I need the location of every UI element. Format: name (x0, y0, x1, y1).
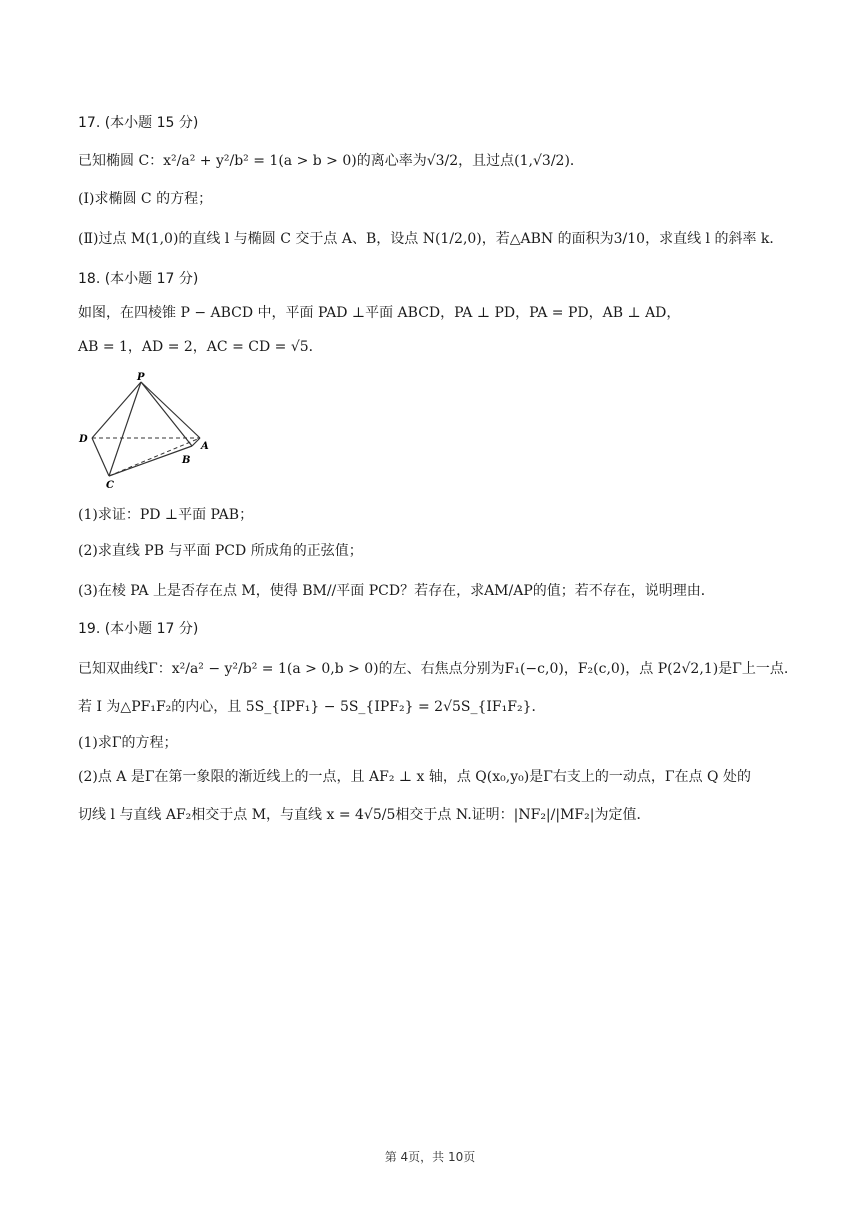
q18-part-1: (1)求证：PD ⊥平面 PAB； (78, 507, 254, 523)
q18-stem-line-2: AB = 1，AD = 2，AC = CD = √5． (78, 339, 323, 355)
edge-dc (92, 438, 109, 476)
edge-pb (141, 382, 192, 446)
label-p: P (137, 372, 145, 383)
q17-heading: 17. (本小题 15 分) (78, 115, 199, 131)
label-b: B (182, 455, 191, 466)
page-footer: 第 4页，共 10页 (384, 1150, 476, 1164)
edge-pa (141, 382, 200, 438)
q18-part-2: (2)求直线 PB 与平面 PCD 所成角的正弦值； (78, 543, 363, 559)
q19-stem-line-1: 已知双曲线Γ：x²/a² − y²/b² = 1(a > 0,b > 0)的左、右焦点分别为F₁(−c,0)，F₂(c,0)，点 P(2√2,1)是Γ上一点. (78, 661, 789, 677)
q18-stem-line-1: 如图，在四棱锥 P − ABCD 中，平面 PAD ⊥平面 ABCD，PA ⊥ PD，PA = PD，AB ⊥ AD， (78, 305, 681, 321)
label-a: A (201, 441, 209, 452)
edge-cb (109, 446, 192, 476)
label-c: C (106, 480, 114, 490)
pyramid-figure (74, 370, 224, 490)
q19-part-1: (1)求Γ的方程； (78, 735, 178, 751)
q19-heading: 19. (本小题 17 分) (78, 621, 199, 637)
q19-stem-line-2: 若 I 为△PF₁F₂的内心，且 5S_{IPF₁} − 5S_{IPF₂} = 2√5S_{IF₁F₂}． (78, 699, 546, 715)
label-d: D (79, 434, 88, 445)
edge-pd (92, 382, 141, 438)
q19-part-2-line-2: 切线 l 与直线 AF₂相交于点 M，与直线 x = 4√5/5相交于点 N.证明：|NF₂|/|MF₂|为定值． (78, 807, 651, 823)
edge-pc (109, 382, 141, 476)
q19-part-2-line-1: (2)点 A 是Γ在第一象限的渐近线上的一点，且 AF₂ ⊥ x 轴，点 Q(x₀,y₀)是Γ右支上的一动点，Γ在点 Q 处的 (78, 769, 751, 785)
q17-part-2: (Ⅱ)过点 M(1,0)的直线 l 与椭圆 C 交于点 A、B，设点 N(1/2,0)，若△ABN 的面积为3/10，求直线 l 的斜率 k． (78, 231, 784, 247)
q17-stem: 已知椭圆 C：x²/a² + y²/b² = 1(a > b > 0)的离心率为√3/2，且过点(1,√3/2)． (78, 153, 584, 169)
q18-heading: 18. (本小题 17 分) (78, 271, 199, 287)
q17-part-1: (Ⅰ)求椭圆 C 的方程； (78, 191, 213, 207)
q18-part-3: (3)在棱 PA 上是否存在点 M，使得 BM//平面 PCD？若存在，求AM/AP的值；若不存在，说明理由． (78, 583, 715, 599)
